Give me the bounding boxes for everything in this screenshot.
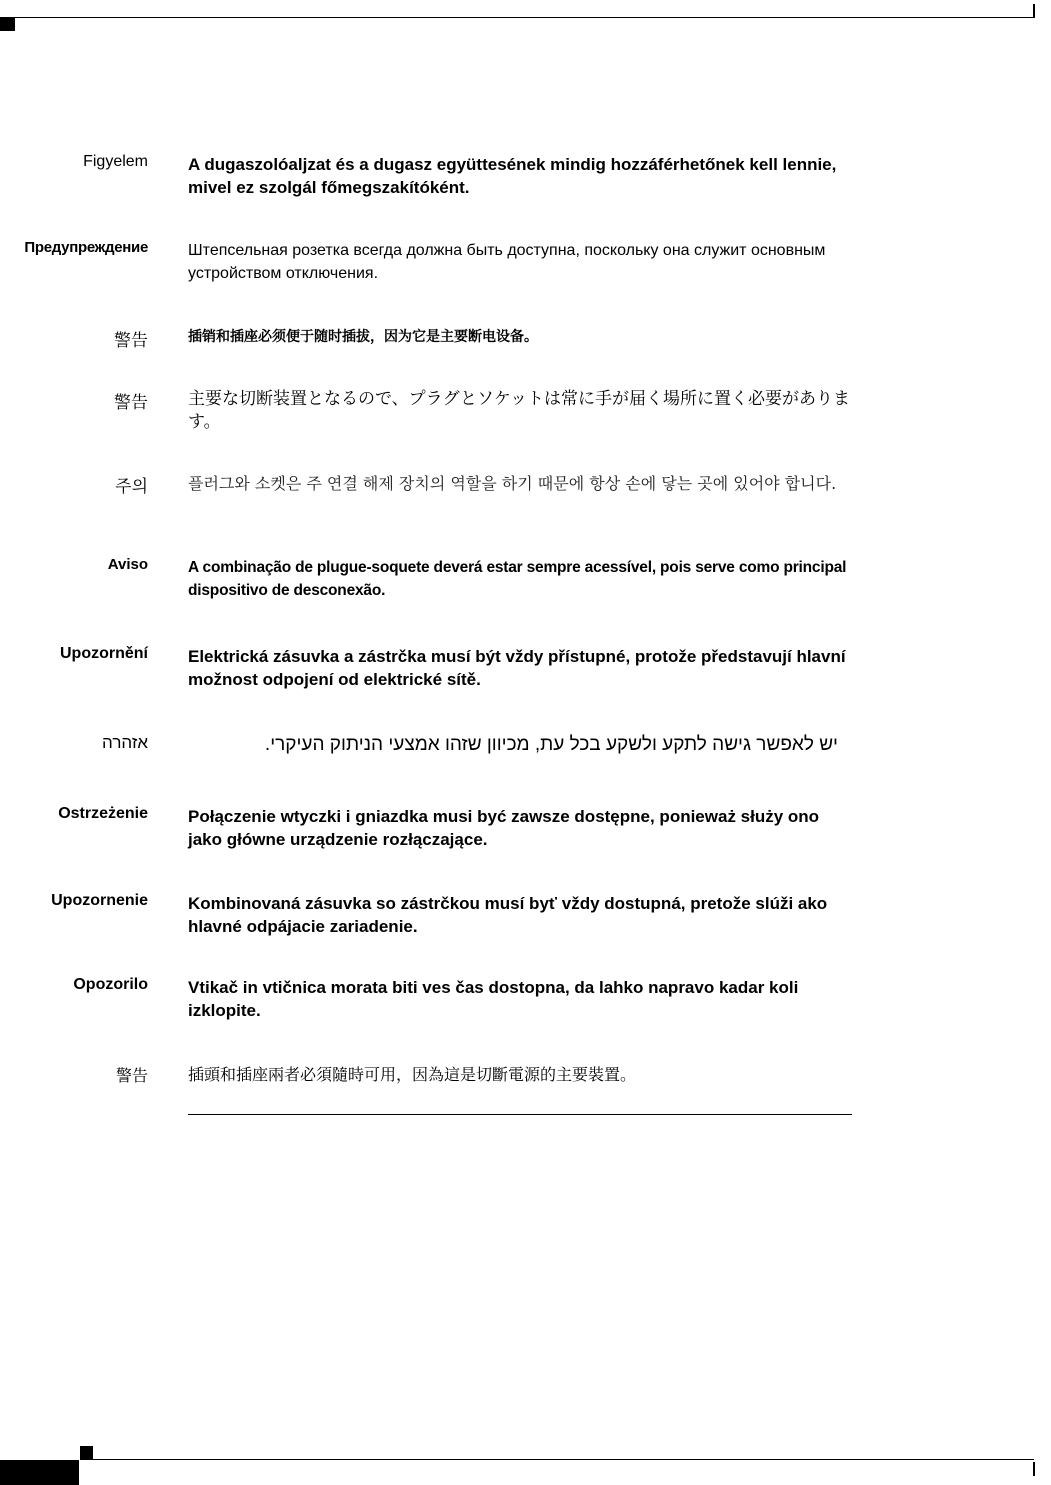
warning-label: 警告 <box>115 1066 148 1085</box>
warning-label: Ostrzeżenie <box>58 805 148 822</box>
warning-text: 主要な切断装置となるので、プラグとソケットは常に手が届く場所に置く必要があります。 <box>188 389 850 432</box>
warning-label: Opozorilo <box>73 976 148 993</box>
top-right-tick <box>1033 4 1035 18</box>
bottom-rule <box>80 1459 1034 1460</box>
warning-text: A dugaszolóaljzat és a dugasz együttesének mindig hozzáférhetőnek kell lennie, mivel ez szolgál főmegszakítóként. <box>188 155 837 197</box>
warning-text: Połączenie wtyczki i gniazdka musi być zawsze dostępne, ponieważ służy ono jako główne urządzenie rozłączające. <box>188 807 820 849</box>
warning-text: Kombinovaná zásuvka so zástrčkou musí byť vždy dostupná, pretože slúži ako hlavné odpájacie zariadenie. <box>188 894 828 936</box>
top-left-marker <box>0 18 15 31</box>
warning-text: 插頭和插座兩者必須隨時可用，因為這是切斷電源的主要裝置。 <box>188 1065 637 1084</box>
warning-label: 警告 <box>114 393 148 413</box>
warning-text: Штепсельная розетка всегда должна быть доступна, поскольку она служит основным устройством отключения. <box>188 242 826 282</box>
warning-label: 警告 <box>114 331 148 351</box>
warning-label: Figyelem <box>83 153 148 170</box>
top-rule <box>0 17 1034 18</box>
warning-text: 플러그와 소켓은 주 연결 해제 장치의 역할을 하기 때문에 항상 손에 닿는 곳에 있어야 합니다. <box>188 474 837 493</box>
warning-label: Upozornenie <box>51 892 148 909</box>
warning-label: 주의 <box>115 477 148 497</box>
warning-text: Vtikač in vtičnica morata biti ves čas dostopna, da lahko napravo kadar koli izklopite. <box>188 978 799 1020</box>
bottom-right-tick <box>1033 1462 1035 1476</box>
warning-text: יש לאפשר גישה לתקע ולשקע בכל עת, מכיוון שזהו אמצעי הניתוק העיקרי. <box>264 734 838 755</box>
warning-label: אזהרה <box>102 733 148 752</box>
bottom-left-tab <box>0 1460 79 1485</box>
warning-text: Elektrická zásuvka a zástrčka musí být vždy přístupné, protože představují hlavní možnost odpojení od elektrické sítě. <box>188 647 846 689</box>
warning-text: A combinação de plugue-soquete deverá estar sempre acessível, pois serve como principal dispositivo de desconexão. <box>188 559 847 599</box>
warning-label: Upozornění <box>60 645 148 662</box>
warning-label: Aviso <box>107 556 148 573</box>
section-end-rule <box>188 1114 852 1115</box>
bottom-left-marker <box>80 1446 93 1459</box>
warning-text: 插销和插座必须便于随时插拔，因为它是主要断电设备。 <box>188 329 538 345</box>
warning-label: Предупреждение <box>24 239 148 256</box>
